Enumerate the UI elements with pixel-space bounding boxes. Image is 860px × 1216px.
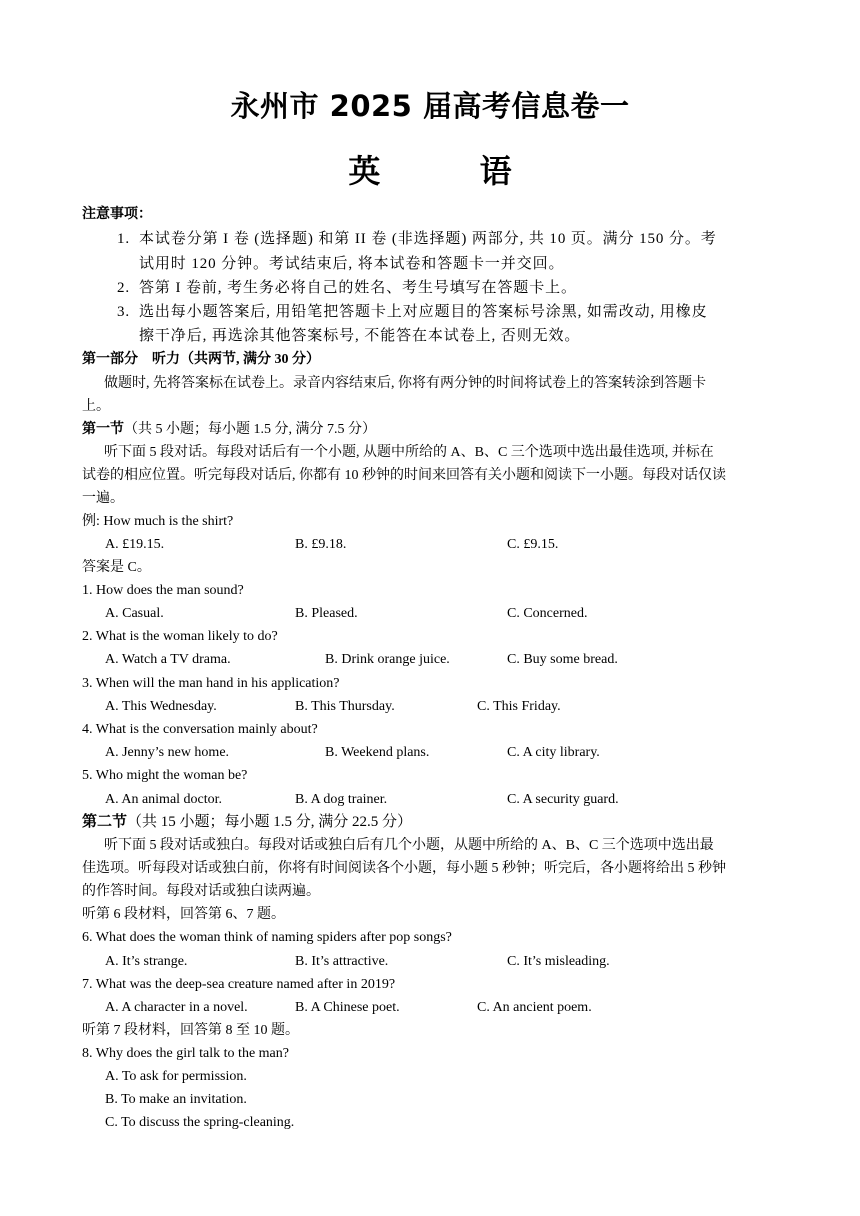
section1-intro-line-2: 试卷的相应位置。听完每段对话后, 你都有 10 秒钟的时间来回答有关小题和阅读下一小题。每段对话仅读 [82, 468, 726, 483]
example-option-a: A. £19.15. [105, 537, 165, 552]
question-7-option-a: A. A character in a novel. [105, 1000, 248, 1015]
question-2-option-c: C. Buy some bread. [507, 652, 618, 667]
question-6-option-b: B. It’s attractive. [295, 954, 389, 969]
question-8-option-a: A. To ask for permission. [105, 1069, 247, 1084]
section2-label: 第二节 [82, 814, 128, 830]
subject-title: 英 语 [348, 152, 556, 190]
section1-intro-line-3: 一遍。 [82, 491, 124, 506]
notice-item-2-line-1: 答第 I 卷前, 考生务必将自己的姓名、考生号填写在答题卡上。 [139, 280, 577, 296]
question-1: 1. How does the man sound? [82, 583, 244, 598]
question-7-option-b: B. A Chinese poet. [295, 1000, 400, 1015]
material-6-note: 听第 6 段材料，回答第 6、7 题。 [82, 907, 285, 922]
part1-intro-line-1: 做题时, 先将答案标在试卷上。录音内容结束后, 你将有两分钟的时间将试卷上的答案转涂到答题卡 [104, 376, 706, 391]
notice-item-3-num: 3. [117, 304, 131, 320]
question-4: 4. What is the conversation mainly about? [82, 722, 318, 737]
question-5-option-a: A. An animal doctor. [105, 792, 223, 807]
example-answer: 答案是 C。 [82, 560, 151, 575]
notice-item-2-num: 2. [117, 280, 131, 296]
notice-heading: 注意事项： [82, 207, 152, 222]
question-6: 6. What does the woman think of naming spiders after pop songs? [82, 930, 452, 945]
section1-intro-line-1: 听下面 5 段对话。每段对话后有一个小题, 从题中所给的 A、B、C 三个选项中选出最佳选项, 并标在 [104, 445, 714, 460]
question-1-option-a: A. Casual. [105, 606, 164, 621]
section2-intro-line-2: 佳选项。听每段对话或独白前，你将有时间阅读各个小题，每小题 5 秒钟；听完后，各小题将给出 5 秒钟 [82, 861, 726, 876]
notice-item-3-line-1: 选出每小题答案后, 用铅笔把答题卡上对应题目的答案标号涂黑, 如需改动, 用橡皮 [139, 304, 708, 320]
example-option-b: B. £9.18. [295, 537, 347, 552]
question-3-option-a: A. This Wednesday. [105, 699, 217, 714]
question-4-option-b: B. Weekend plans. [325, 745, 430, 760]
notice-item-2 [117, 278, 577, 298]
notice-item-1-num: 1. [117, 231, 131, 247]
question-2: 2. What is the woman likely to do? [82, 629, 278, 644]
example-question: 例: How much is the shirt? [82, 514, 234, 529]
part1-heading: 第一部分 听力（共两节, 满分 30 分） [82, 352, 320, 367]
question-4-option-a: A. Jenny’s new home. [105, 745, 230, 760]
question-6-option-a: A. It’s strange. [105, 954, 188, 969]
question-2-option-b: B. Drink orange juice. [325, 652, 450, 667]
question-7: 7. What was the deep-sea creature named after in 2019? [82, 977, 396, 992]
section1-meta: （共 5 小题；每小题 1.5 分, 满分 7.5 分） [124, 422, 376, 437]
question-8-option-b: B. To make an invitation. [105, 1092, 247, 1107]
section2-intro-line-3: 的作答时间。每段对话或独白读两遍。 [82, 884, 320, 899]
notice-item-1-line-1: 本试卷分第 I 卷 (选择题) 和第 II 卷 (非选择题) 两部分, 共 10 页。满分 150 分。考 [139, 231, 717, 247]
question-8-option-c: C. To discuss the spring-cleaning. [105, 1115, 295, 1130]
section2-meta: （共 15 小题；每小题 1.5 分, 满分 22.5 分） [127, 814, 413, 830]
notice-item-3-line-2: 擦干净后, 再选涂其他答案标号, 不能答在本试卷上, 否则无效。 [139, 328, 581, 344]
section1-heading [82, 420, 376, 440]
question-6-option-c: C. It’s misleading. [507, 954, 610, 969]
material-7-note: 听第 7 段材料，回答第 8 至 10 题。 [82, 1023, 299, 1038]
question-3-option-c: C. This Friday. [477, 699, 561, 714]
example-option-c: C. £9.15. [507, 537, 559, 552]
question-5-option-c: C. A security guard. [507, 792, 619, 807]
question-3: 3. When will the man hand in his application? [82, 676, 340, 691]
question-2-option-a: A. Watch a TV drama. [105, 652, 231, 667]
part1-intro-line-2: 上。 [82, 399, 110, 414]
section2-heading [82, 812, 412, 832]
question-5-option-b: B. A dog trainer. [295, 792, 388, 807]
section2-intro-line-1: 听下面 5 段对话或独白。每段对话或独白后有几个小题，从题中所给的 A、B、C 三个选项中选出最 [104, 838, 714, 853]
question-5: 5. Who might the woman be? [82, 768, 248, 783]
section1-label: 第一节 [82, 422, 124, 437]
notice-item-1 [117, 229, 717, 249]
notice-item-1-line-2: 试用时 120 分钟。考试结束后, 将本试卷和答题卡一并交回。 [139, 256, 565, 272]
exam-title: 永州市 2025 届高考信息卷一 [230, 89, 630, 123]
question-8: 8. Why does the girl talk to the man? [82, 1046, 289, 1061]
question-1-option-c: C. Concerned. [507, 606, 588, 621]
notice-item-3 [117, 302, 708, 322]
question-1-option-b: B. Pleased. [295, 606, 358, 621]
question-3-option-b: B. This Thursday. [295, 699, 395, 714]
question-4-option-c: C. A city library. [507, 745, 600, 760]
question-7-option-c: C. An ancient poem. [477, 1000, 592, 1015]
